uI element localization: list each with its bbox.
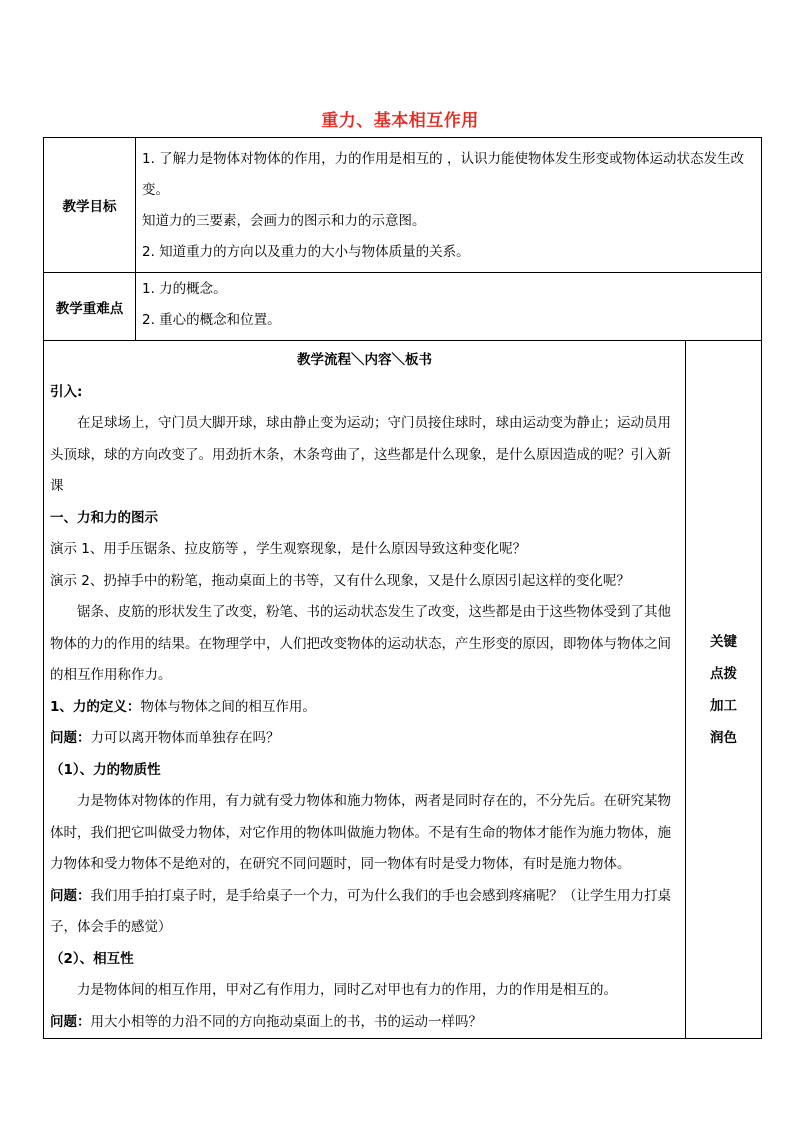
question-label: 问题： bbox=[50, 730, 91, 746]
question-text: 用大小相等的力沿不同的方向拖动桌面上的书，书的运动一样吗？ bbox=[90, 1013, 482, 1030]
page-title: 重力、基本相互作用 bbox=[321, 111, 479, 131]
keypoint-line: 2. 重心的概念和位置。 bbox=[142, 312, 281, 328]
definition-label: 1、力的定义： bbox=[50, 698, 141, 715]
explanation-paragraph: 锯条、皮筋的形状发生了改变，粉笔、书的运动状态发生了改变，这些都是由于这些物体受到了其他物体的力的作用的结果。在物理学中，人们把改变物体的运动状态，产生形变的原因，即物体与物体之间的相互作用称作力。 bbox=[50, 604, 671, 683]
lesson-plan-table bbox=[43, 137, 762, 1039]
intro-text: 在足球场上，守门员大脚开球，球由静止变为运动；守门员接住球时，球由运动变为静止；运动员用头顶球，球的方向改变了。用劲折木条，木条弯曲了，这些都是什么现象，是什么原因造成的呢？引入新课 bbox=[50, 415, 671, 494]
definition-text: 物体与物体之间的相互作用。 bbox=[140, 698, 316, 715]
section-heading: 一、力和力的图示 bbox=[50, 509, 158, 526]
objective-line: 1. 了解力是物体对物体的作用，力的作用是相互的 ，认识力能使物体发生形变或物体运动状态发生改变。 bbox=[142, 151, 744, 198]
objective-line: 2. 知道重力的方向以及重力的大小与物体质量的关系。 bbox=[142, 244, 470, 260]
demo-2: 演示 2、扔掉手中的粉笔，拖动桌面上的书等，又有什么现象，又是什么原因引起这样的变化呢？ bbox=[50, 572, 630, 589]
side-note: 加工 bbox=[710, 697, 737, 714]
question-3 bbox=[50, 1007, 679, 1039]
side-notes bbox=[686, 341, 762, 1039]
flow-row bbox=[44, 341, 762, 1039]
objectives-row bbox=[44, 138, 762, 273]
material-paragraph: 力是物体对物体的作用，有力就有受力物体和施力物体，两者是同时存在的，不分先后。在研究某物体时，我们把它叫做受力物体，对它作用的物体叫做施力物体。不是有生命的物体才能作为施力物体，施力物体和受力物体不是绝对的，在研究不同问题时，同一物体有时是受力物体，有时是施力物体。 bbox=[50, 793, 671, 872]
question-label: 问题： bbox=[50, 1013, 91, 1030]
keypoints-label: 教学重难点 bbox=[44, 273, 136, 341]
subheading-2: （2）、相互性 bbox=[50, 950, 134, 967]
question-2 bbox=[50, 881, 679, 944]
keypoint-line: 1. 力的概念。 bbox=[142, 281, 227, 297]
objectives-content bbox=[136, 138, 762, 273]
question-text: 我们用手拍打桌子时，是手给桌子一个力，可为什么我们的手也会感到疼痛呢？（让学生用力打桌子，体会手的感觉） bbox=[50, 887, 671, 935]
question-1 bbox=[50, 723, 679, 755]
mutual-paragraph: 力是物体间的相互作用，甲对乙有作用力，同时乙对甲也有力的作用，力的作用是相互的。 bbox=[77, 982, 617, 998]
definition-line bbox=[50, 692, 679, 724]
objective-line: 知道力的三要素，会画力的图示和力的示意图。 bbox=[142, 213, 426, 229]
question-label: 问题： bbox=[50, 887, 91, 904]
side-note: 点拨 bbox=[710, 665, 737, 682]
question-text: 力可以离开物体而单独存在吗？ bbox=[90, 730, 280, 746]
intro-label: 引入: bbox=[50, 383, 83, 400]
objectives-label: 教学目标 bbox=[44, 138, 136, 273]
side-note: 润色 bbox=[710, 729, 737, 746]
demo-1: 演示 1、用手压锯条、拉皮筋等 ，学生观察现象，是什么原因导致这种变化呢？ bbox=[50, 541, 527, 557]
keypoints-content bbox=[136, 273, 762, 341]
side-note: 关键 bbox=[710, 633, 737, 650]
subheading-1: （1）、力的物质性 bbox=[50, 761, 161, 778]
keypoints-row bbox=[44, 273, 762, 341]
flow-content bbox=[44, 341, 686, 1039]
flow-heading: 教学流程＼内容＼板书 bbox=[297, 352, 432, 368]
